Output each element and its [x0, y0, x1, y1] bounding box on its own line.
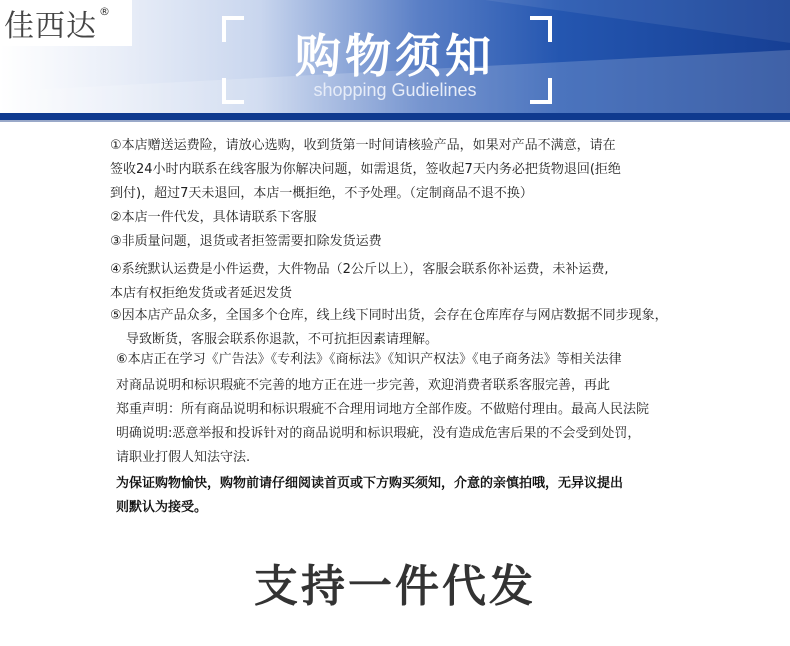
guideline-line: ②本店一件代发，具体请联系下客服 [110, 210, 317, 225]
guideline-line: ⑥本店正在学习《广告法》《专利法》《商标法》《知识产权法》《电子商务法》等相关法律 [116, 352, 622, 367]
page-title: 购物须知 [295, 29, 495, 83]
guideline-line: 导致断货，客服会联系你退款，不可抗拒因素请理解。 [126, 332, 439, 347]
guideline-line: ⑤因本店产品众多，全国多个仓库，线上线下同时出货，会存在仓库库存与网店数据不同步现象， [110, 308, 668, 323]
guideline-line: 到付)，超过7天未退回，本店一概拒绝，不予处理。（定制商品不退不换） [110, 186, 533, 201]
guideline-line: 本店有权拒绝发货或者延迟发货 [110, 286, 293, 301]
page-subtitle: shopping Gudielines [313, 80, 477, 100]
guideline-line: 郑重声明：所有商品说明和标识瑕疵不合理用词地方全部作废。不做赔付理由。最高人民法院 [116, 402, 650, 417]
guideline-line: 明确说明:恶意举报和投诉针对的商品说明和标识瑕疵，没有造成危害后果的不会受到处罚， [116, 426, 641, 441]
dropship-banner-text: 支持一件代发 [254, 561, 536, 612]
banner-divider [0, 120, 790, 122]
notice-line: 则默认为接受。 [116, 500, 208, 515]
banner-bottom-bar [0, 113, 790, 120]
guideline-line: ④系统默认运费是小件运费，大件物品（2公斤以上），客服会联系你补运费，未补运费, [110, 262, 609, 277]
logo-text: 佳西达 [4, 9, 97, 44]
guideline-line: ③非质量问题，退货或者拒签需要扣除发货运费 [110, 234, 382, 249]
registered-mark: ® [99, 4, 110, 18]
guideline-line: ①本店赠送运费险，请放心选购，收到货第一时间请核验产品，如果对产品不满意，请在 [110, 138, 616, 153]
guideline-line: 请职业打假人知法守法. [116, 450, 251, 465]
guideline-line: 签收24小时内联系在线客服为你解决问题，如需退货，签收起7天内务必把货物退回(拒绝 [110, 162, 621, 177]
notice-line: 为保证购物愉快，购物前请仔细阅读首页或下方购买须知，介意的亲慎拍哦，无异议提出 [116, 476, 624, 491]
guideline-line: 对商品说明和标识瑕疵不完善的地方正在进一步完善，欢迎消费者联系客服完善，再此 [116, 378, 611, 393]
